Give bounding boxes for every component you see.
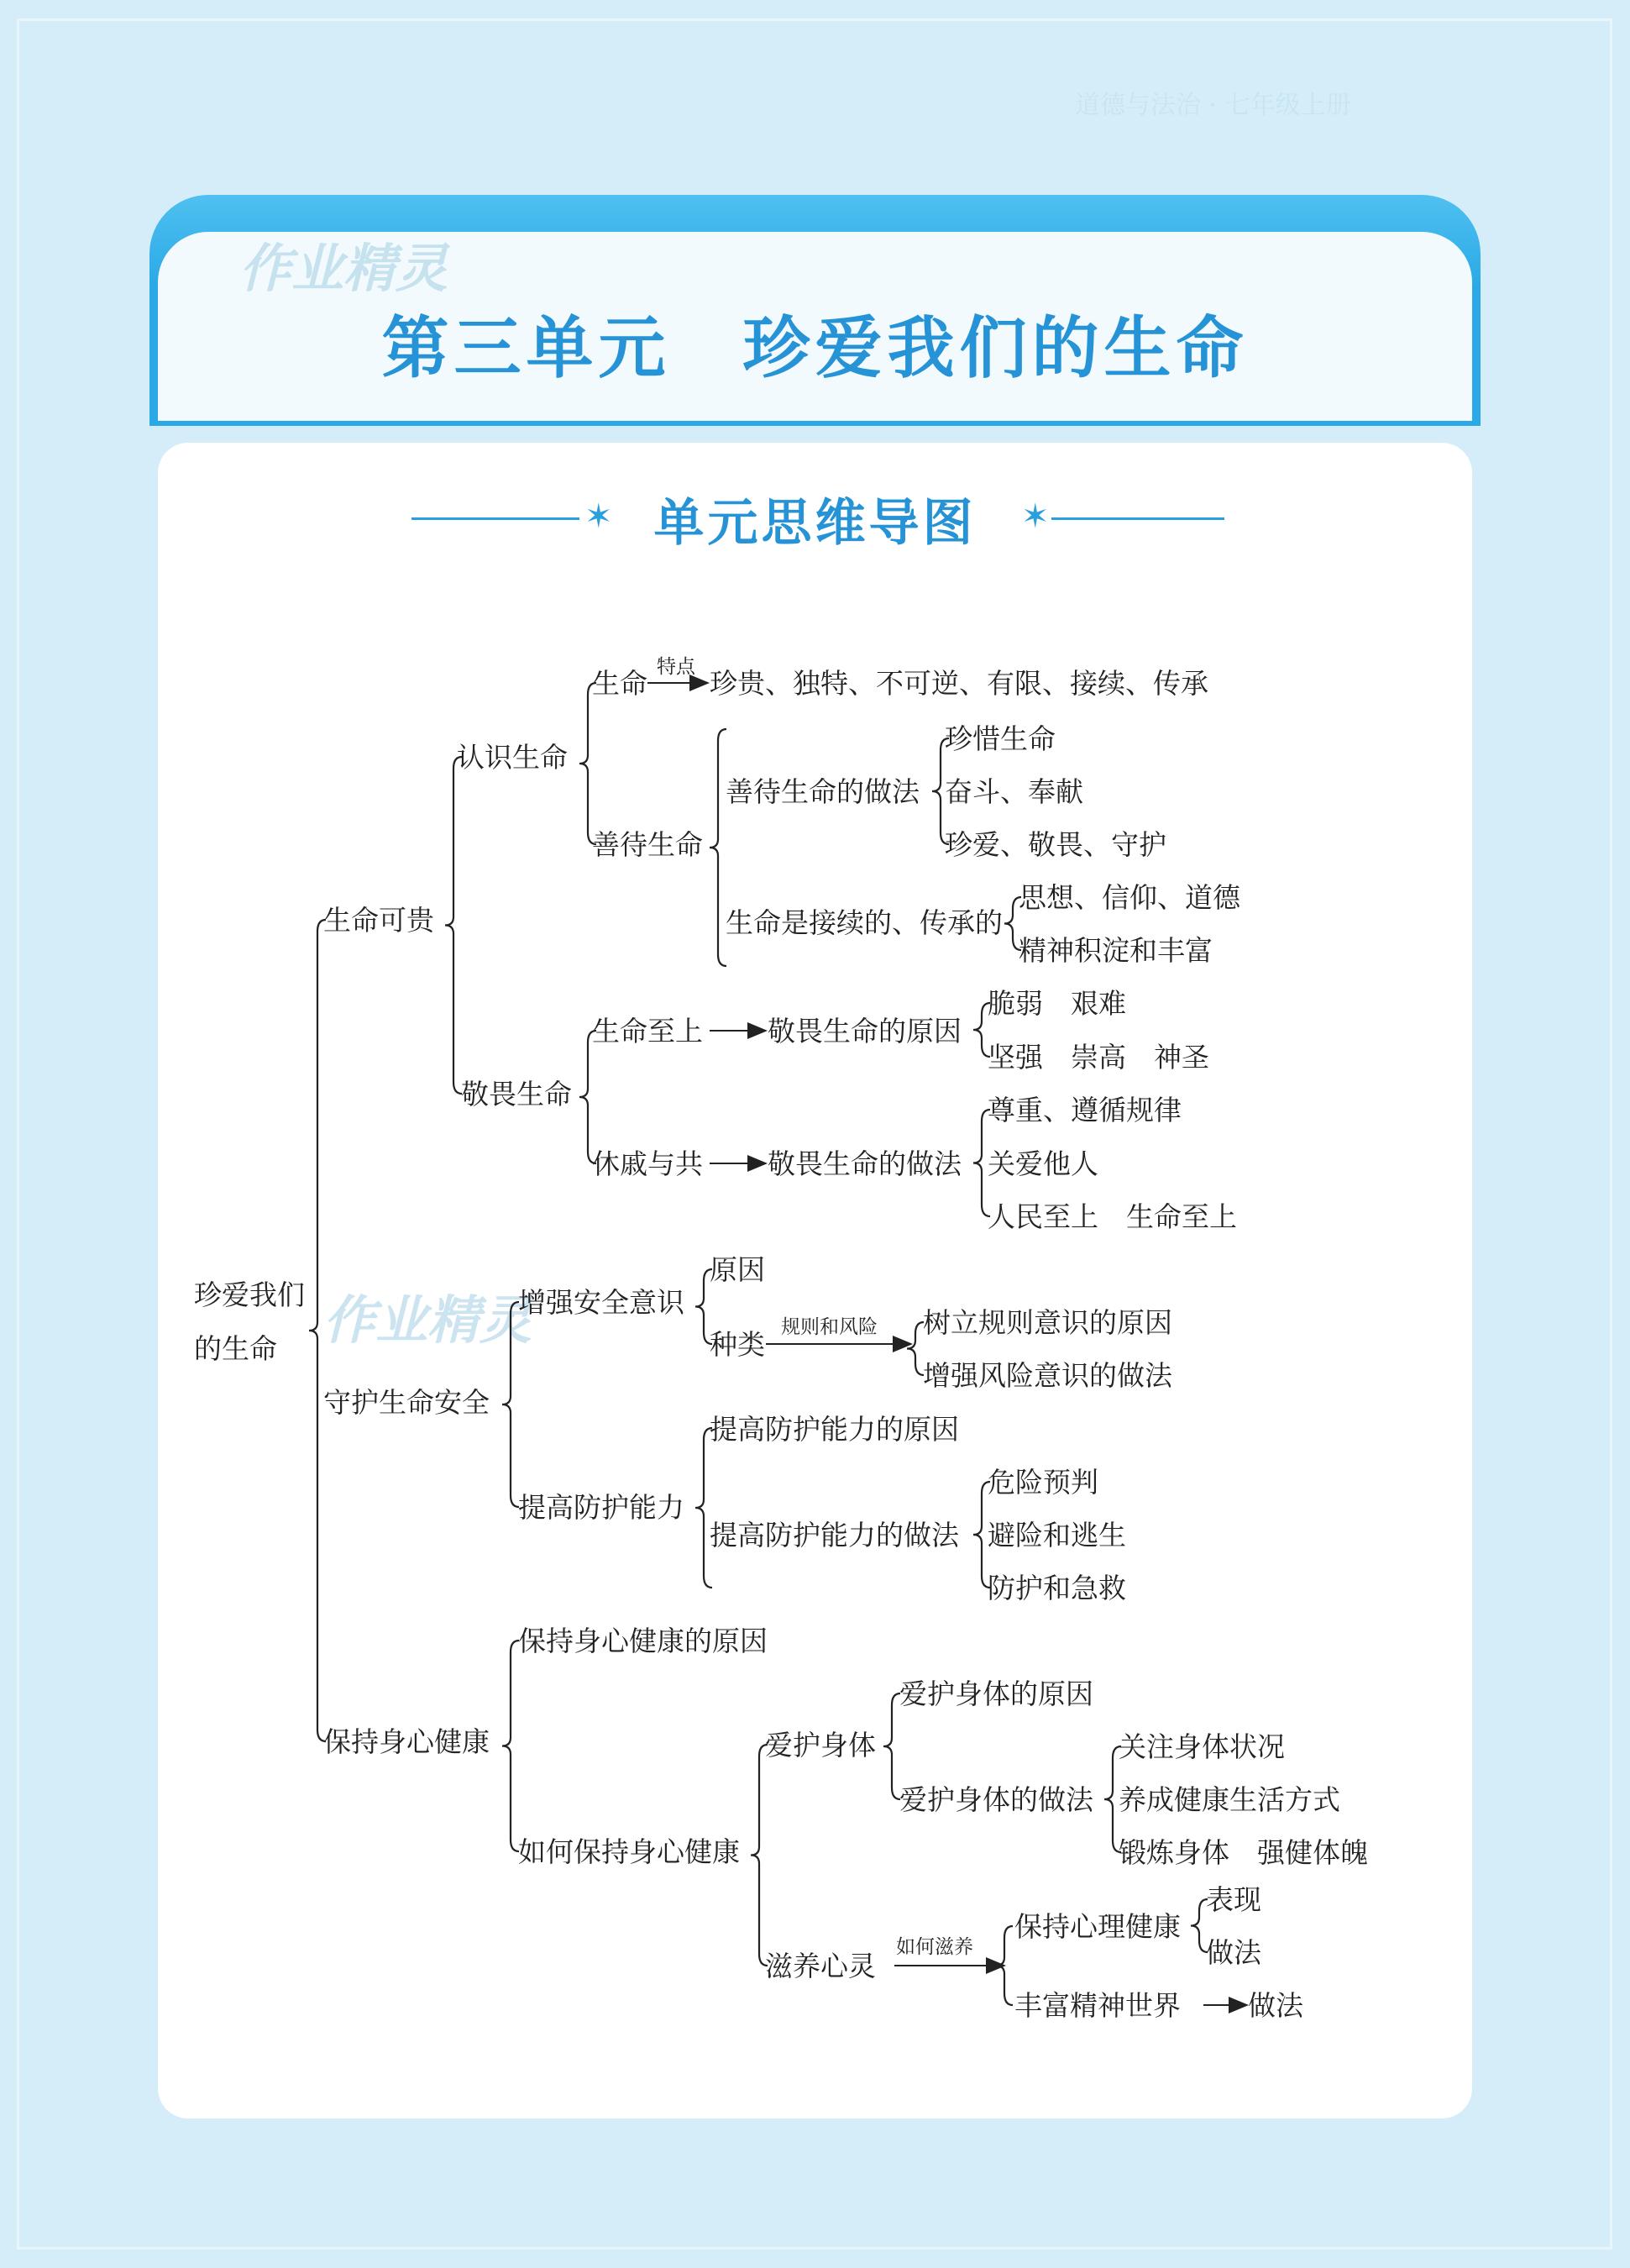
brace [695, 1428, 712, 1588]
list-item: 脆弱 艰难 [988, 987, 1126, 1020]
arrow-label-guize: 规则和风险 [781, 1316, 878, 1338]
node-zengqiang-anquan: 增强安全意识 [518, 1286, 684, 1319]
brace [907, 1322, 924, 1375]
node-yuanyin: 原因 [710, 1253, 765, 1286]
brace [309, 920, 326, 1741]
node-aihu-zuofa: 爱护身体的做法 [899, 1783, 1093, 1816]
watermark: 作业精灵 [323, 1289, 532, 1351]
list-item: 珍惜生命 [945, 722, 1056, 755]
brace [883, 1693, 900, 1799]
node-shengming: 生命 [592, 667, 647, 700]
list-item: 珍爱、敬畏、守护 [945, 828, 1166, 861]
running-header: 道德与法治 · 七年级上册 [1075, 91, 1351, 120]
node-jingwei-yuanyin: 敬畏生命的原因 [768, 1015, 962, 1047]
list-item: 尊重、遵循规律 [988, 1094, 1182, 1126]
node-jingwei-shengming: 敬畏生命 [461, 1078, 572, 1110]
node-fanghu-yuanyin: 提高防护能力的原因 [710, 1413, 959, 1446]
node-aihu-shenti: 爱护身体 [765, 1729, 876, 1761]
list-item: 思想、信仰、道德 [1019, 881, 1240, 914]
list-item: 避险和逃生 [988, 1519, 1126, 1551]
brace [579, 1031, 596, 1163]
section-title: 单元思维导图 [653, 494, 977, 553]
list-item: 奋斗、奉献 [945, 775, 1083, 808]
brace [579, 683, 596, 844]
node-renshi-shengming: 认识生命 [457, 741, 568, 774]
mindmap-root: 珍爱我们 [194, 1278, 305, 1311]
list-item: 关注身体状况 [1119, 1730, 1285, 1763]
node-xiuqi-yugong: 休戚与共 [592, 1147, 703, 1180]
brace [445, 757, 462, 1094]
list-item: 关爱他人 [988, 1147, 1098, 1180]
node-jingshen-shijie: 丰富精神世界 [1014, 1989, 1181, 2022]
list-item: 树立规则意识的原因 [923, 1306, 1172, 1339]
list-item: 锻炼身体 强健体魄 [1119, 1836, 1368, 1869]
mindmap-root-line2: 的生命 [194, 1332, 277, 1365]
list-item: 增强风险意识的做法 [923, 1359, 1172, 1392]
node-shandai-zuofa: 善待生命的做法 [726, 775, 920, 808]
node-jingshen-zuofa: 做法 [1248, 1989, 1303, 2022]
list-item: 做法 [1206, 1936, 1261, 1969]
brace [1191, 1899, 1208, 1952]
node-fanghu-zuofa: 提高防护能力的做法 [710, 1519, 959, 1551]
list-item: 表现 [1206, 1883, 1261, 1916]
watermark: 作业精灵 [239, 238, 448, 299]
node-xinli-jiankang: 保持心理健康 [1014, 1910, 1181, 1943]
node-jiexu: 生命是接续的、传承的 [726, 906, 1003, 939]
list-item: 坚强 崇高 神圣 [988, 1041, 1209, 1074]
list-item: 危险预判 [988, 1466, 1098, 1499]
brace [751, 1745, 768, 1966]
list-item: 精神积淀和丰富 [1019, 934, 1213, 967]
list-item: 防护和急救 [988, 1572, 1126, 1604]
list-item: 养成健康生活方式 [1119, 1783, 1340, 1816]
node-traits: 珍贵、独特、不可逆、有限、接续、传承 [710, 667, 1208, 700]
node-shengming-zhishang: 生命至上 [592, 1015, 703, 1047]
node-aihu-yuanyin: 爱护身体的原因 [899, 1677, 1093, 1710]
node-shouhu-anquan: 守护生命安全 [323, 1386, 490, 1419]
node-shengming-kegui: 生命可贵 [323, 904, 434, 937]
arrow-label-ruhe: 如何滋养 [896, 1936, 973, 1958]
unit-title: 第三单元 珍爱我们的生命 [381, 308, 1249, 387]
star-icon: ✶ [584, 497, 613, 536]
node-jingwei-zuofa: 敬畏生命的做法 [768, 1147, 962, 1180]
list-item: 人民至上 生命至上 [988, 1200, 1237, 1233]
brace [710, 729, 726, 966]
node-shandai-shengming: 善待生命 [592, 828, 703, 861]
node-zhonglei: 种类 [710, 1328, 765, 1361]
brace [502, 1641, 519, 1851]
node-baochi-shenxin: 保持身心健康 [323, 1725, 490, 1758]
node-tigao-fanghu: 提高防护能力 [518, 1491, 684, 1524]
node-ruhe-baochi: 如何保持身心健康 [518, 1835, 740, 1868]
arrow-label-tedian: 特点 [657, 656, 695, 678]
node-shenxin-yuanyin: 保持身心健康的原因 [518, 1625, 768, 1657]
star-icon: ✶ [1021, 497, 1050, 536]
node-ziyang-xinling: 滋养心灵 [765, 1950, 876, 1982]
brace [502, 1302, 519, 1507]
